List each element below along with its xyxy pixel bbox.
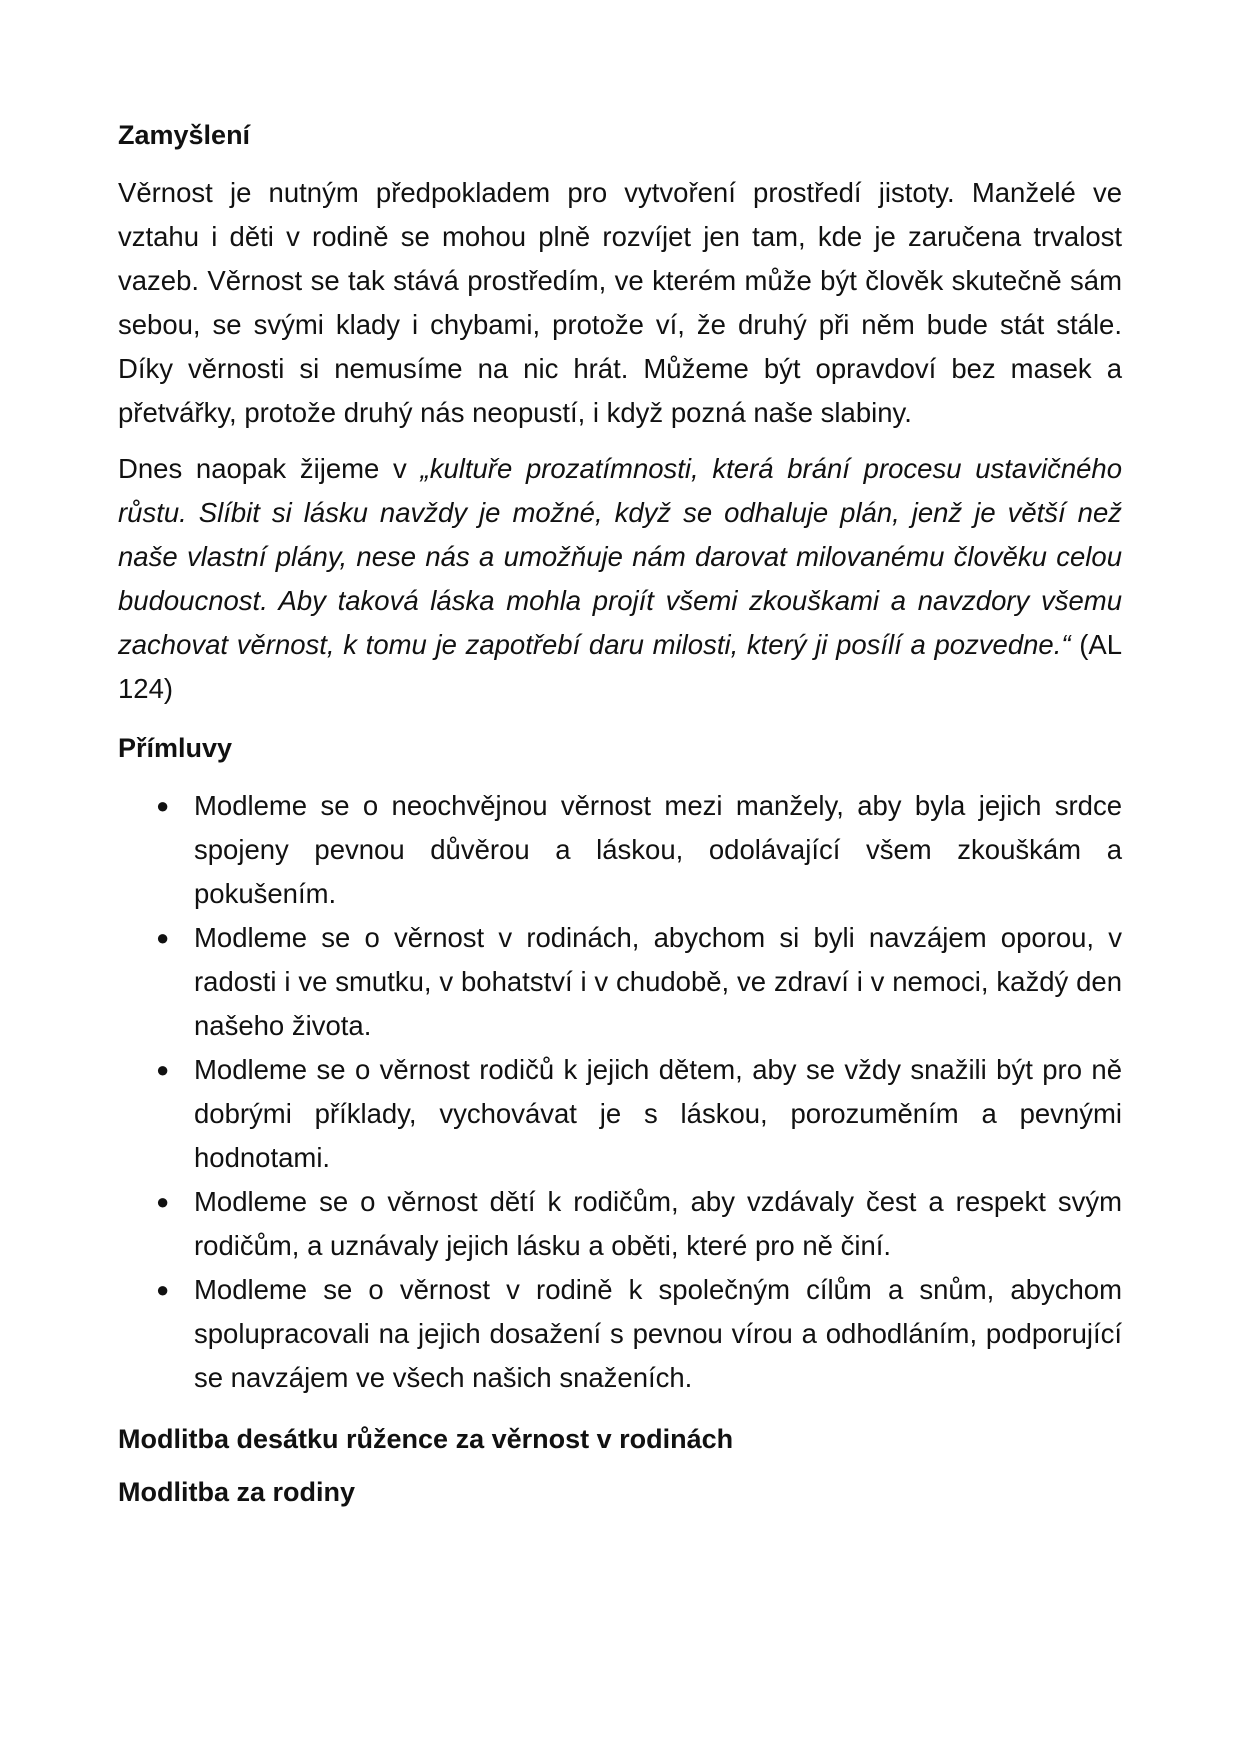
bullet-icon: ● [156,793,170,819]
intercession-item [156,916,1122,1048]
reflection-intro: Dnes naopak žijeme v [118,453,421,485]
bullet-icon: ● [156,1277,170,1303]
rosary-heading: Modlitba desátku růžence za věrnost v rodinách [118,1424,734,1455]
bullet-icon: ● [156,1189,170,1215]
reflection-paragraph-1: Věrnost je nutným předpokladem pro vytvoření prostředí jistoty. Manželé ve vztahu i děti v rodině se mohou plně rozvíjet jen tam, kde je zaručena trvalost vazeb. Věrnost se tak stává prostředím, ve kterém může být člověk skutečně sám sebou, se svými klady i chybami, protože ví, že druhý při něm bude stát stále. Díky věrnosti si nemusíme na nic hrát. Můžeme být opravdoví bez masek a přetvářky, protože druhý nás neopustí, i když pozná naše slabiny. [118,177,1122,429]
intercession-item [156,1048,1122,1180]
reflection-paragraph-2 [118,447,1122,711]
reflection-heading: Zamyšlení [118,120,251,150]
quote-citation: (AL 124) [118,629,1122,705]
document-page [118,118,1122,1528]
bullet-icon: ● [156,925,170,951]
intercession-text: Modleme se o věrnost rodičů k jejich dětem, aby se vždy snažili být pro ně dobrými příklady, vychovávat je s láskou, porozuměním a pevnými hodnotami. [194,1054,1122,1174]
intercessions-heading: Přímluvy [118,733,233,764]
family-prayer-heading: Modlitba za rodiny [118,1477,356,1508]
intercession-text: Modleme se o věrnost dětí k rodičům, aby vzdávaly čest a respekt svým rodičům, a uznávaly jejich lásku a oběti, které pro ně činí. [194,1186,1122,1262]
bullet-icon: ● [156,1057,170,1083]
amoris-laetitia-quote: „kultuře prozatímnosti, která brání procesu ustavičného růstu. Slíbit si lásku navždy je možné, když se odhaluje plán, jenž je větší než naše vlastní plány, nese nás a umožňuje nám darovat milovanému člověku celou budoucnost. Aby taková láska mohla projít všemi zkouškami a navzdory všemu zachovat věrnost, k tomu je zapotřebí daru milosti, který ji posílí a pozvedne.“ [118,453,1122,661]
intercession-text: Modleme se o neochvějnou věrnost mezi manžely, aby byla jejich srdce spojeny pevnou důvěrou a láskou, odolávající všem zkouškám a pokušením. [194,790,1122,910]
intercession-text: Modleme se o věrnost v rodinách, abychom si byli navzájem oporou, v radosti i ve smutku, v bohatství i v chudobě, ve zdraví i v nemoci, každý den našeho života. [194,922,1122,1042]
intercessions-list [118,784,1122,1400]
intercession-text: Modleme se o věrnost v rodině k společným cílům a snům, abychom spolupracovali na jejich dosažení s pevnou vírou a odhodláním, podporující se navzájem ve všech našich snaženích. [194,1274,1122,1394]
intercession-item [156,1268,1122,1400]
intercession-item [156,784,1122,916]
intercession-item [156,1180,1122,1268]
